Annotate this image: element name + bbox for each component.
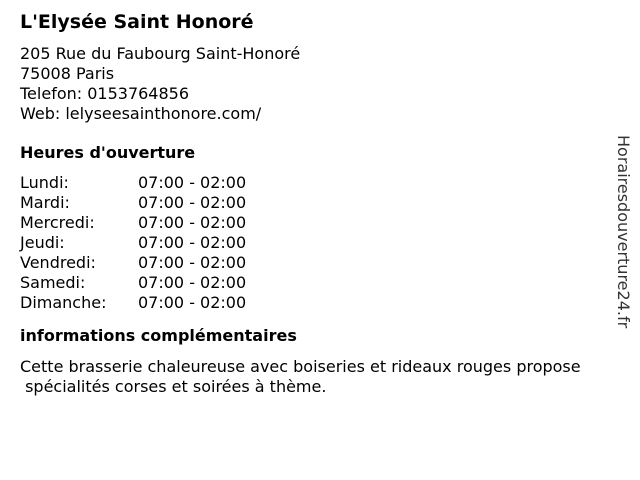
hours-row-sunday (20, 293, 600, 313)
address-line-2: 75008 Paris (20, 64, 115, 83)
watermark-text: Horairesdouverture24.fr (614, 135, 633, 329)
hours-heading: Heures d'ouverture (20, 143, 196, 162)
opening-time: 07:00 - 02:00 (138, 273, 247, 292)
day-label: Samedi: (20, 273, 86, 292)
day-label: Lundi: (20, 173, 69, 192)
phone-number: Telefon: 0153764856 (20, 84, 190, 103)
hours-row-saturday (20, 273, 600, 293)
description-line-1: Cette brasserie chaleureuse avec boiseries et rideaux rouges propose (20, 357, 581, 376)
opening-time: 07:00 - 02:00 (138, 253, 247, 272)
day-label: Mercredi: (20, 213, 95, 232)
hours-table (20, 173, 600, 313)
day-label: Dimanche: (20, 293, 107, 312)
hours-row-thursday (20, 233, 600, 253)
day-label: Jeudi: (20, 233, 65, 252)
description (20, 357, 630, 397)
business-card (20, 10, 600, 397)
watermark (613, 135, 633, 347)
contact-block (20, 44, 600, 124)
opening-time: 07:00 - 02:00 (138, 293, 247, 312)
description-line-2: spécialités corses et soirées à thème. (20, 377, 327, 396)
address-line-1: 205 Rue du Faubourg Saint-Honoré (20, 44, 301, 63)
opening-time: 07:00 - 02:00 (138, 173, 247, 192)
hours-row-monday (20, 173, 600, 193)
opening-time: 07:00 - 02:00 (138, 213, 247, 232)
hours-row-friday (20, 253, 600, 273)
business-name: L'Elysée Saint Honoré (20, 11, 254, 33)
opening-time: 07:00 - 02:00 (138, 193, 247, 212)
day-label: Mardi: (20, 193, 70, 212)
day-label: Vendredi: (20, 253, 96, 272)
opening-time: 07:00 - 02:00 (138, 233, 247, 252)
website: Web: lelyseesainthonore.com/ (20, 104, 262, 123)
info-heading: informations complémentaires (20, 326, 297, 345)
hours-row-wednesday (20, 213, 600, 233)
hours-row-tuesday (20, 193, 600, 213)
